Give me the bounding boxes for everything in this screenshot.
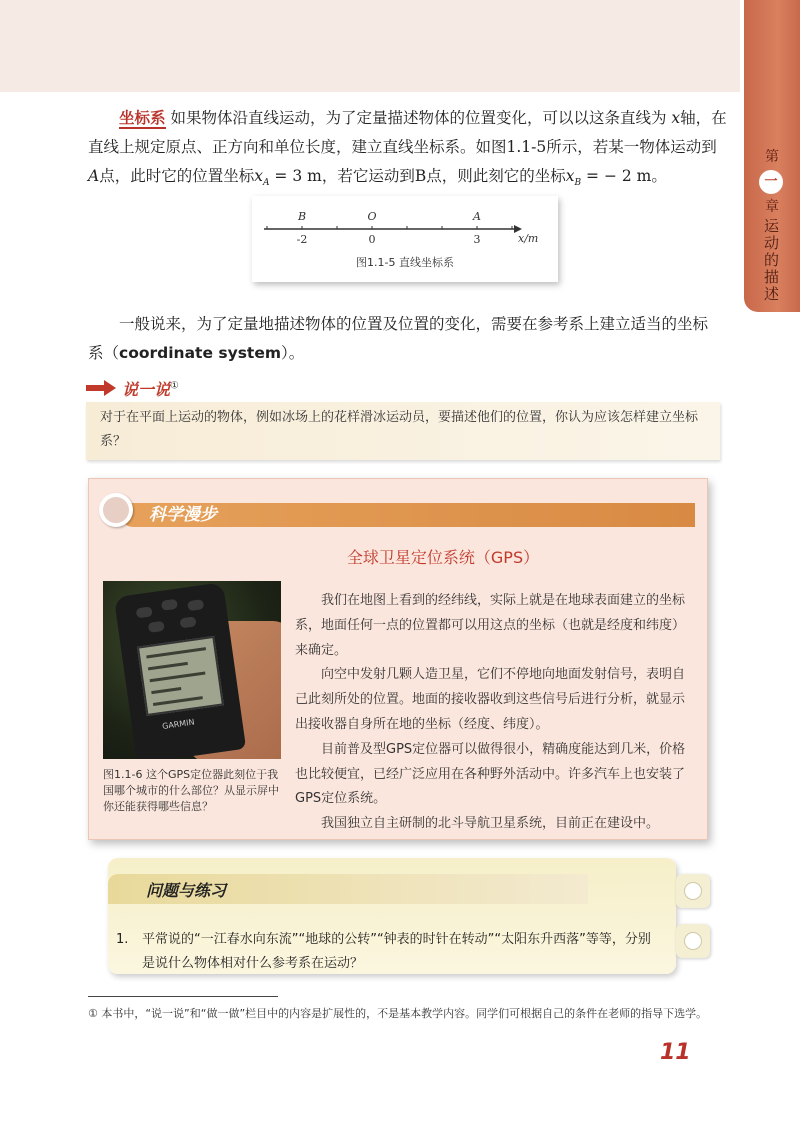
arrow-icon [86, 380, 116, 396]
xb-subscript: B [574, 178, 582, 189]
header-band [0, 0, 740, 92]
keyword-coordinate-system: 坐标系 [119, 109, 166, 127]
figure-caption: 图1.1-5 直线坐标系 [356, 256, 454, 269]
footnote-rule [88, 996, 278, 997]
gps-paragraph: 我国独立自主研制的北斗导航卫星系统，目前正在建设中。 [321, 816, 660, 832]
screen-line [150, 672, 206, 683]
exercises-title: 问题与练习 [146, 881, 227, 900]
device-button [136, 606, 153, 618]
para2-prefix: 系（ [88, 344, 120, 362]
para1-text-end: 。 [651, 167, 667, 185]
science-section-title: 科学漫步 [149, 505, 217, 525]
science-walk-card [88, 478, 708, 840]
chapter-tab[interactable] [744, 0, 800, 312]
gps-heading: 全球卫星定位系统（GPS） [346, 548, 540, 567]
term-english: coordinate system [119, 344, 281, 362]
point-label: B [297, 210, 307, 223]
device-screen [137, 636, 224, 716]
xa-value: = 3 m [274, 167, 322, 185]
science-title-bar [121, 503, 695, 527]
page-number: 11 [660, 1040, 691, 1065]
x-axis-symbol: x [671, 109, 681, 127]
exercise-item [116, 928, 662, 976]
point-label: O [367, 210, 377, 223]
general-paragraph [88, 310, 728, 339]
axis-label: x/m [518, 232, 539, 245]
gps-paragraph: 向空中发射几颗人造卫星，它们不停地向地面发射信号，表明自己此刻所处的位置。地面的接收器收到这些信号后进行分析，就显示出接收器自身所在地的坐标（经度、纬度）。 [295, 667, 686, 732]
tick-label: 3 [473, 233, 481, 246]
exercise-text: 平常说的“一江春水向东流”“地球的公转”“钟表的时针在转动”“太阳东升西落”等等，分别是说什么物体相对什么参考系在运动？ [142, 932, 651, 971]
tick-label: -2 [296, 233, 308, 246]
footnote: ① 本书中，“说一说”和“做一做”栏目中的内容是扩展性的，不是基本教学内容。同学们可根据自己的条件在老师的指导下选学。 [88, 1007, 708, 1020]
say-one-say-box: 对于在平面上运动的物体，例如冰场上的花样滑冰运动员，要描述他们的位置，你认为应该怎样建立坐标系？ [86, 402, 720, 460]
exercise-number: 1. [116, 932, 129, 947]
para1-text-a: 如果物体沿直线运动，为了定量描述物体的位置变化，可以以这条直线为 [170, 109, 667, 127]
exercises-tabs [676, 874, 712, 964]
gps-paragraph: 目前普及型GPS定位器可以做得很小，精确度能达到几米，价格也比较便宜，已经广泛应用在各种野外活动中。许多汽车上也安装了GPS定位系统。 [295, 741, 686, 807]
xb-symbol: x [565, 167, 575, 185]
screen-line [151, 687, 181, 694]
number-line-svg [252, 196, 558, 256]
coordinate-system-paragraph [88, 104, 728, 198]
gps-device-photo [103, 581, 281, 759]
device-button [179, 616, 196, 628]
gps-paragraph: 我们在地图上看到的经纬线，实际上就是在地球表面建立的坐标系，地面任何一点的位置都可以用这点的坐标（也就是经度和纬度）来确定。 [295, 593, 686, 658]
ring-icon [99, 493, 133, 527]
screen-line [153, 696, 203, 706]
photo-caption: 图1.1-6 这个GPS定位器此刻位于我国哪个城市的什么部位？从显示屏中你还能获得哪些信息？ [103, 768, 279, 813]
footnote-mark: ① [170, 380, 179, 392]
para1-text-d: ，若它运动到B点，则此刻它的坐标 [321, 167, 566, 185]
device-brand: GARMIN [161, 717, 196, 731]
xa-subscript: A [262, 178, 270, 189]
binder-tab [676, 924, 710, 958]
general-paragraph-line2 [88, 339, 728, 368]
xb-value: = − 2 m [586, 167, 652, 185]
tick-label: 0 [368, 233, 376, 246]
chapter-zhang: 章 [765, 199, 779, 215]
say-one-say-title [122, 377, 179, 400]
device-button [148, 621, 165, 633]
figure-line-coordinate [252, 196, 558, 282]
device-button [187, 599, 204, 611]
para2-suffix: ）。 [281, 344, 305, 362]
device-button [161, 599, 178, 611]
binder-hole-icon [684, 882, 702, 900]
say-title-text: 说一说 [122, 380, 171, 399]
chapter-di: 第 [765, 149, 779, 165]
para1-text-b: 轴，在直线上规定原点、正方向和单位长度，建立直线坐标系。如图1.1-5所示，若某一物体运动到 [88, 109, 727, 156]
para1-text-c: 点，此时它的位置坐标 [99, 167, 255, 185]
gps-body [295, 589, 695, 837]
gps-device-shape [114, 582, 246, 759]
screen-line [146, 647, 206, 658]
binder-hole-icon [684, 932, 702, 950]
point-label: A [473, 210, 481, 223]
binder-tab [676, 874, 710, 908]
say-one-say-header [86, 376, 720, 402]
xa-symbol: x [254, 167, 263, 185]
screen-line [148, 662, 188, 671]
point-a-symbol: A [88, 167, 100, 185]
chapter-title: 运动的描述 [762, 218, 780, 303]
para2-text: 一般说来，为了定量地描述物体的位置及位置的变化，需要在参考系上建立适当的坐标 [119, 315, 709, 333]
chapter-number: 一 [759, 170, 783, 194]
